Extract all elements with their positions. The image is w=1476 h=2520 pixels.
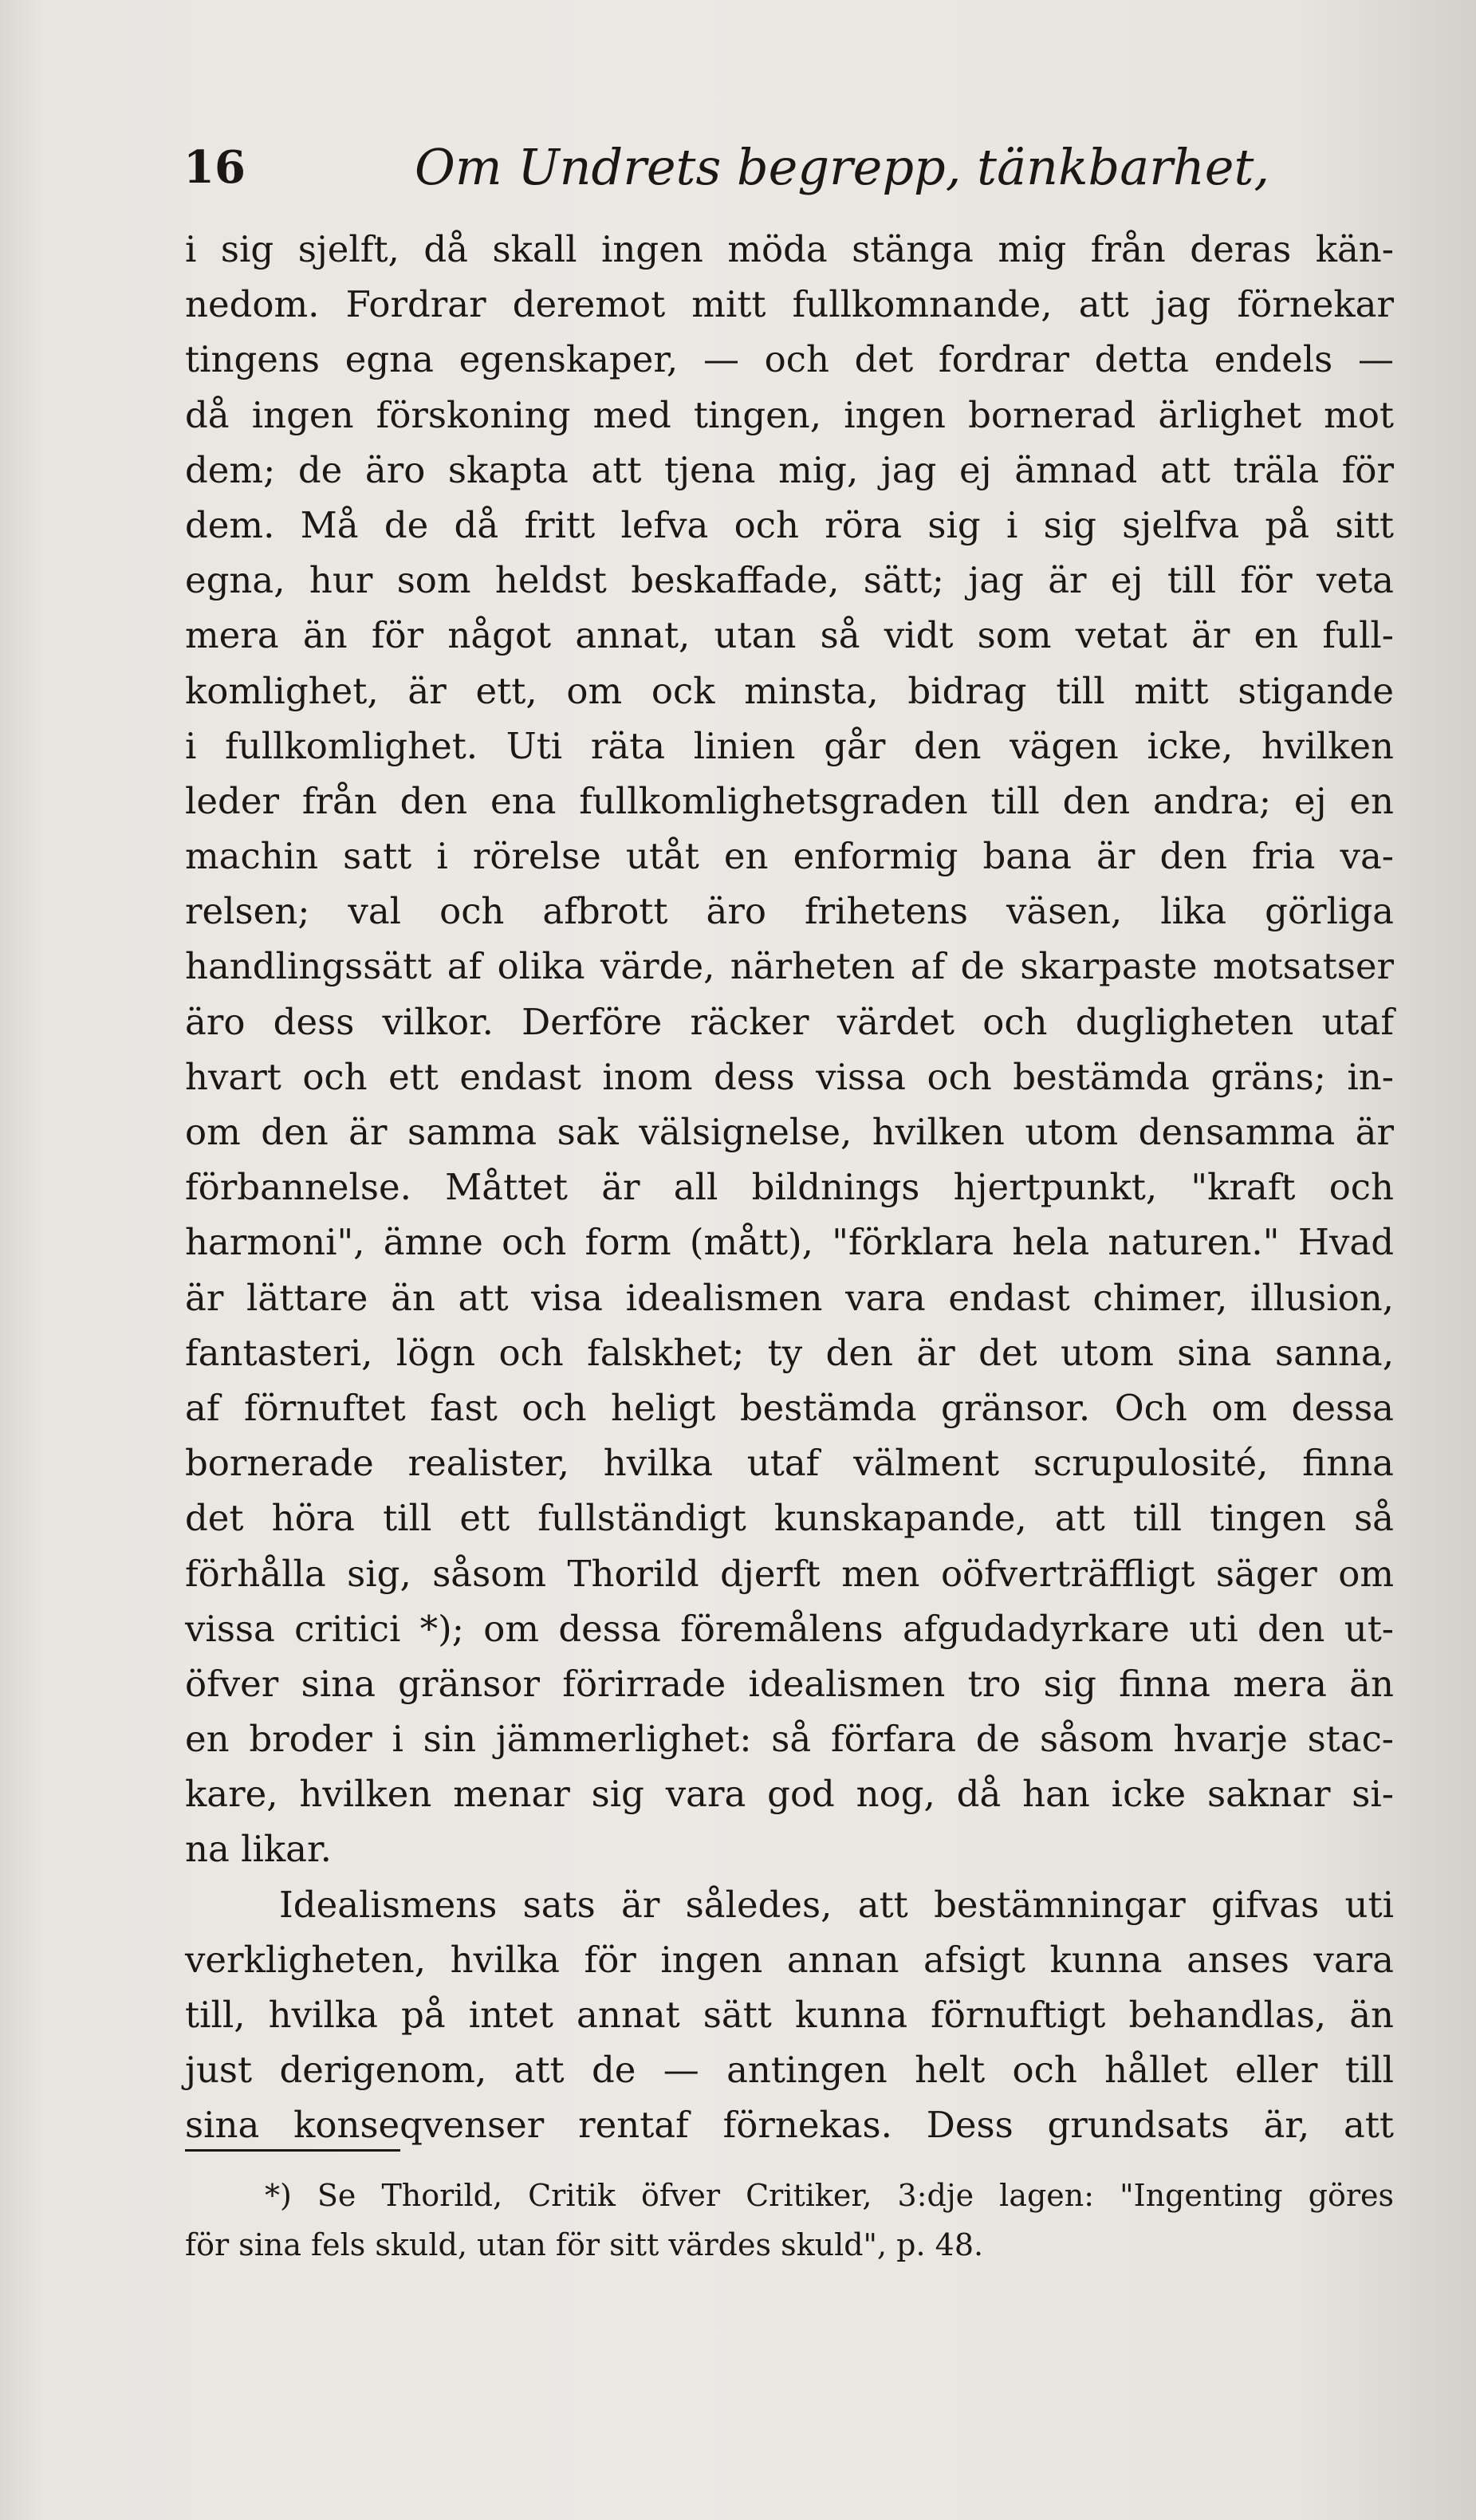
text-line: i sig sjelft, då skall ingen möda stänga mig från deras kän- [185, 228, 1394, 270]
text-line: fantasteri, lögn och falskhet; ty den är det utom sina sanna, [185, 1331, 1394, 1374]
paragraph-end-line: na likar. [185, 1828, 332, 1871]
text-line: om den är samma sak välsignelse, hvilken utom densamma är [185, 1111, 1394, 1153]
text-line: mera än för något annat, utan så vidt som vetat är en full- [185, 614, 1394, 657]
page-number: 16 [183, 141, 246, 194]
text-line: tingens egna egenskaper, — och det fordrar detta endels — [185, 338, 1394, 381]
text-line: till, hvilka på intet annat sätt kunna förnuftigt behandlas, än [185, 1994, 1394, 2036]
text-line: egna, hur som heldst beskaffade, sätt; jag är ej till för veta [185, 559, 1394, 602]
text-line: äro dess vilkor. Derföre räcker värdet och dugligheten utaf [185, 1000, 1394, 1043]
text-line: hvart och ett endast inom dess vissa och bestämda gräns; in- [185, 1055, 1394, 1098]
footnote-line: *) Se Thorild, Critik öfver Critiker, 3:dje lagen: "Ingenting göres [265, 2178, 1394, 2213]
text-line: leder från den ena fullkomlighetsgraden till den andra; ej en [185, 779, 1394, 822]
footnote [185, 2171, 1394, 2270]
text-line: i fullkomlighet. Uti räta linien går den vägen icke, hvilken [185, 724, 1394, 767]
text-line: dem; de äro skapta att tjena mig, jag ej ämnad att träla för [185, 448, 1394, 491]
text-line: öfver sina gränsor förirrade idealismen tro sig finna mera än [185, 1662, 1394, 1705]
text-line: en broder i sin jämmerlighet: så förfara de såsom hvarje stac- [185, 1718, 1394, 1761]
text-line: nedom. Fordrar deremot mitt fullkomnande, att jag förnekar [185, 283, 1394, 326]
text-line: det höra till ett fullständigt kunskapande, att till tingen så [185, 1497, 1394, 1540]
page-header [183, 132, 1391, 203]
text-line: just derigenom, att de — antingen helt och hållet eller till [185, 2049, 1394, 2092]
running-title: Om Undrets begrepp, tänkbarhet, [415, 138, 1270, 196]
text-line: dem. Må de då fritt lefva och röra sig i sig sjelfva på sitt [185, 503, 1394, 546]
text-line: sina konseqvenser rentaf förnekas. Dess grundsats är, att [185, 2104, 1394, 2147]
text-line: vissa critici *); om dessa föremålens afgudadyrkare uti den ut- [185, 1607, 1394, 1650]
paragraph-start-line: Idealismens sats är således, att bestämningar gifvas uti [279, 1883, 1394, 1926]
text-line: relsen; val och afbrott äro frihetens väsen, lika görliga [185, 890, 1394, 933]
text-line: harmoni", ämne och form (mått), "förklara hela naturen." Hvad [185, 1221, 1394, 1264]
text-line: då ingen förskoning med tingen, ingen bornerad ärlighet mot [185, 393, 1394, 436]
text-line: bornerade realister, hvilka utaf välment scrupulosité, finna [185, 1442, 1394, 1485]
text-line: verkligheten, hvilka för ingen annan afsigt kunna anses vara [185, 1938, 1394, 1981]
text-line: förhålla sig, såsom Thorild djerft men oöfverträffligt säger om [185, 1552, 1394, 1595]
text-line: af förnuftet fast och heligt bestämda gränsor. Och om dessa [185, 1386, 1394, 1429]
footnote-line: för sina fels skuld, utan för sitt värdes skuld", p. 48. [185, 2227, 984, 2262]
text-line: komlighet, är ett, om ock minsta, bidrag till mitt stigande [185, 669, 1394, 712]
footnote-rule [185, 2149, 400, 2152]
text-line: förbannelse. Måttet är all bildnings hjertpunkt, "kraft och [185, 1166, 1394, 1209]
text-line: machin satt i rörelse utåt en enformig bana är den fria va- [185, 835, 1394, 878]
text-line: handlingssätt af olika värde, närheten af de skarpaste motsatser [185, 945, 1394, 988]
text-line: är lättare än att visa idealismen vara endast chimer, illusion, [185, 1276, 1394, 1319]
body-text [185, 222, 1394, 2153]
text-line: kare, hvilken menar sig vara god nog, då han icke saknar si- [185, 1773, 1394, 1816]
